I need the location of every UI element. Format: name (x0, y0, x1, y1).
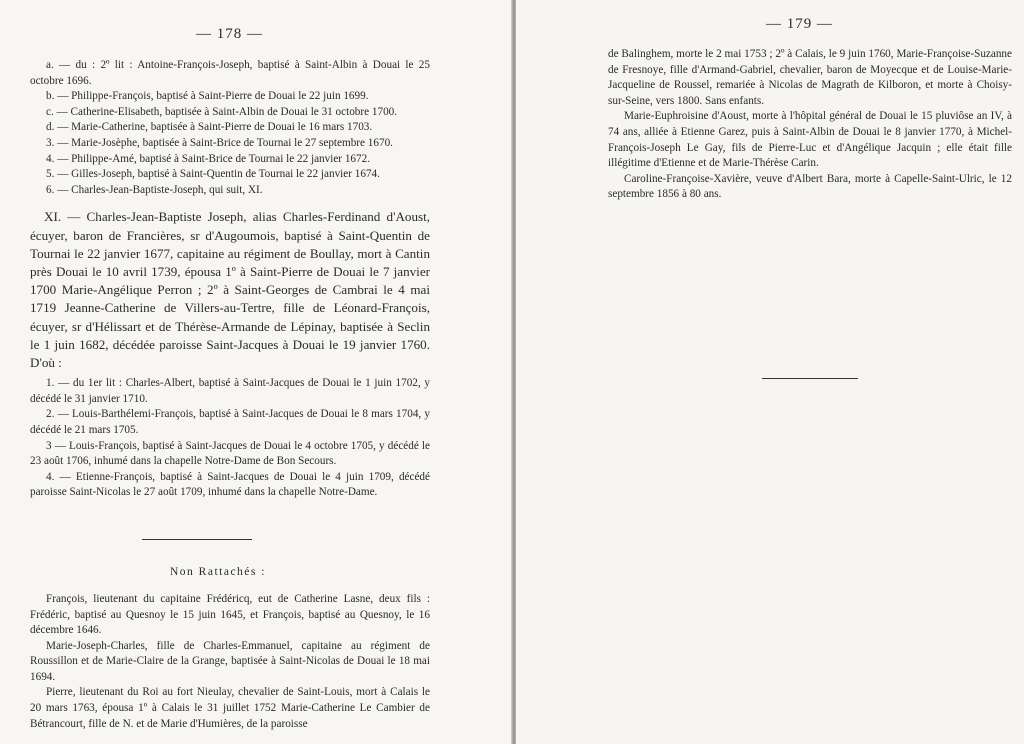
entry-c: c. — Catherine-Elisabeth, baptisée à Saint-Albin de Douai le 31 octobre 1700. (46, 105, 398, 118)
continued-entry: de Balinghem, morte le 2 mai 1753 ; 2º à Calais, le 9 juin 1760, Marie-Françoise-Suzanne de Fresnoye, fille d'Armand-Gabriel, chevalier, baron de Moyecque et de Louise-Marie-Jacqueline de Roussel, remariée à Nicolas de Magrath de Kilboron, et morte à Choisy-sur-Seine, vers 1800. Sans enfants. (608, 48, 1012, 107)
entry-b: b. — Philippe-François, baptisé à Saint-Pierre de Douai le 22 juin 1699. (46, 90, 369, 103)
entry-3: 3. — Marie-Josèphe, baptisée à Saint-Brice de Tournai le 27 septembre 1670. (46, 136, 393, 149)
right-page (516, 0, 1024, 744)
page-number-right: — 179 — (766, 16, 833, 32)
unattached-entry-3: Pierre, lieutenant du Roi au fort Nieulay, chevalier de Saint-Louis, mort à Calais le 20 mars 1763, épousa 1º à Calais le 31 juillet 1752 Marie-Catherine Le Cambier de Bétrancourt, fille de N. et de Marie d'Humières, de la paroisse (30, 686, 430, 730)
left-page-body (30, 58, 430, 732)
entry-5: 5. — Gilles-Joseph, baptisé à Saint-Quentin de Tournai le 22 janvier 1674. (46, 168, 380, 181)
section-divider-left (142, 539, 252, 540)
page-number-left: — 178 — (196, 26, 263, 42)
entry-d: d. — Marie-Catherine, baptisée à Saint-Pierre de Douai le 16 mars 1703. (46, 121, 373, 134)
entry-a: a. — du : 2º lit : Antoine-François-Joseph, baptisé à Saint-Albin à Douai le 25 octobre 1696. (30, 59, 430, 87)
child-2: 2. — Louis-Barthélemi-François, baptisé à Saint-Jacques de Douai le 8 mars 1704, y décédé le 21 mars 1705. (30, 408, 430, 436)
section-title-non-rattaches: Non Rattachés : (170, 565, 266, 578)
entry-caroline: Caroline-Françoise-Xavière, veuve d'Albert Bara, morte à Capelle-Saint-Ulric, le 12 septembre 1856 à 80 ans. (608, 172, 1012, 201)
entry-6: 6. — Charles-Jean-Baptiste-Joseph, qui suit, XI. (46, 183, 263, 196)
child-1: 1. — du 1er lit : Charles-Albert, baptisé à Saint-Jacques de Douai le 1 juin 1702, y décédé le 31 janvier 1710. (30, 377, 430, 405)
unattached-entry-1: François, lieutenant du capitaine Frédéricq, eut de Catherine Lasne, deux fils : Frédéric, baptisé au Quesnoy le 15 juin 1645, et François, baptisé au Quesnoy, le 16 décembre 1646. (30, 592, 430, 637)
child-4: 4. — Etienne-François, baptisé à Saint-Jacques de Douai le 4 juin 1709, décédé paroisse Saint-Nicolas le 27 août 1709, inhumé dans la chapelle Notre-Dame. (30, 470, 430, 499)
unattached-entry-2: Marie-Joseph-Charles, fille de Charles-Emmanuel, capitaine au régiment de Roussillon et de Marie-Claire de la Grange, baptisée à Saint-Nicolas de Douai le 18 mai 1694. (30, 639, 430, 683)
generation-xi-paragraph: XI. — Charles-Jean-Baptiste Joseph, alias Charles-Ferdinand d'Aoust, écuyer, baron de Francières, sr d'Augoumois, baptisé à Saint-Quentin de Tournai le 22 janvier 1677, capitaine au régiment de Boullay, mort à Cantin près Douai le 10 avril 1739, épousa 1º à Saint-Pierre de Douai le 7 janvier 1700 Marie-Angélique Perron ; 2º à Saint-Georges de Cambrai le 4 mai 1719 Jeanne-Catherine de Villers-au-Tertre, fille de Léonard-François, écuyer, sr d'Hélissart et de Thérèse-Armande de Lépinay, baptisée à Seclin le 1 juin 1682, décédée paroisse Saint-Jacques à Douai le 19 janvier 1760. D'où : (30, 209, 430, 370)
entry-4: 4. — Philippe-Amé, baptisé à Saint-Brice de Tournai le 22 janvier 1672. (46, 152, 370, 165)
child-3: 3 — Louis-François, baptisé à Saint-Jacques de Douai le 4 octobre 1705, y décédé le 23 août 1706, inhumé dans la chapelle Notre-Dame de Bon Secours. (30, 439, 430, 468)
right-page-body (608, 47, 1012, 379)
entry-marie-euphroisine: Marie-Euphroisine d'Aoust, morte à l'hôpital général de Douai le 15 pluviôse an IV, à 74 ans, alliée à Etienne Garez, puis à Saint-Albin de Douai le 8 janvier 1770, à Michel-François-Joseph Le Gay, fils de Pierre-Luc et d'Angélique Jacquin ; elle était fille illégitime d'Etienne et de Marie-Thérèse Carin. (608, 110, 1012, 170)
section-divider-right (762, 378, 858, 379)
